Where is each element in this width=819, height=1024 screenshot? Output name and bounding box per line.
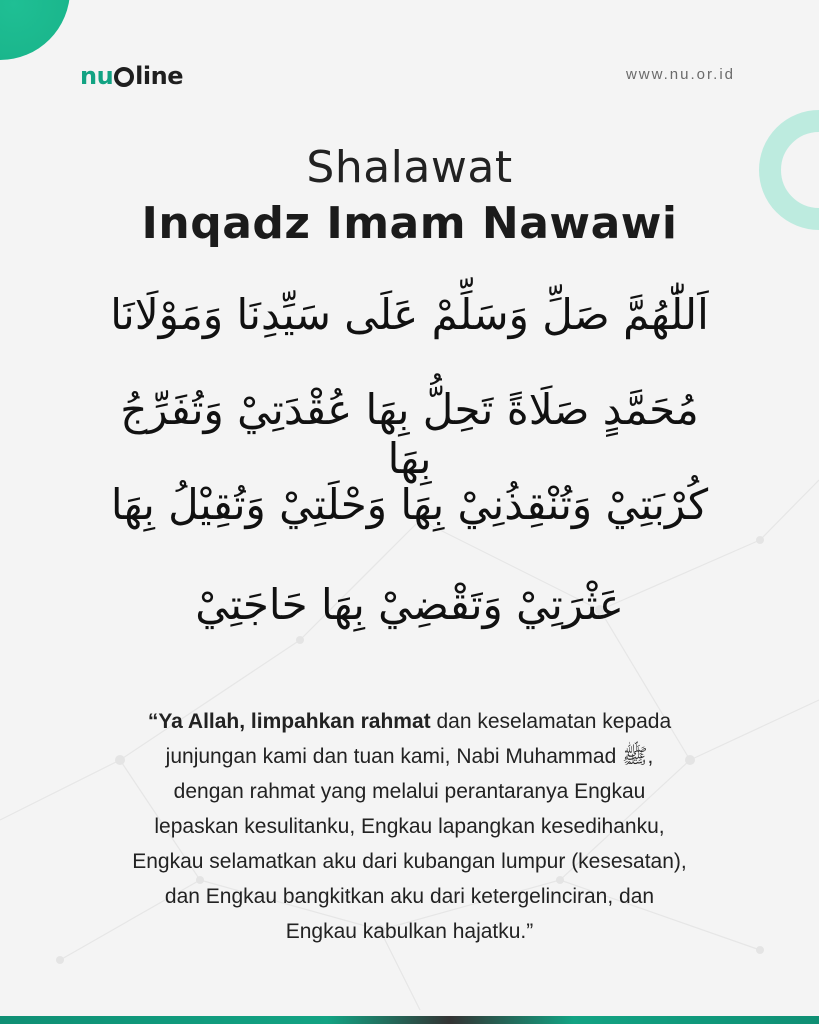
translation-line-4: lepaskan kesulitanku, Engkau lapangkan kesedihanku, <box>154 815 665 838</box>
translation-line-7: Engkau kabulkan hajatku.” <box>285 920 534 943</box>
translation-text <box>90 704 729 949</box>
arabic-line-4: عَثْرَتِيْ وَتَقْضِيْ بِهَا حَاجَتِيْ <box>195 580 624 629</box>
logo-text-online: line <box>135 62 183 90</box>
logo-text-nu: nu <box>80 62 114 90</box>
translation-line-1 <box>90 704 729 739</box>
arabic-line-2: مُحَمَّدٍ صَلَاةً تَحِلُّ بِهَا عُقْدَتِيْ وَتُفَرِّجُ بِهَا <box>120 385 699 483</box>
translation-bold-intro: “Ya Allah, limpahkan rahmat <box>147 710 431 733</box>
title-line-1: Shalawat <box>306 142 513 193</box>
translation-line-5: Engkau selamatkan aku dari kubangan lumpur (kesesatan), <box>132 850 687 873</box>
arabic-line-1: اَللّٰهُمَّ صَلِّ وَسَلِّمْ عَلَى سَيِّدِنَا وَمَوْلَانَا <box>110 290 709 339</box>
translation-line-2: junjungan kami dan tuan kami, Nabi Muhammad ﷺ, <box>165 745 654 768</box>
translation-line-3: dengan rahmat yang melalui perantaranya Engkau <box>173 780 646 803</box>
footer-color-bar <box>0 1016 819 1024</box>
translation-line-6: dan Engkau bangkitkan aku dari ketergelinciran, dan <box>164 885 655 908</box>
nu-online-logo[interactable] <box>80 62 183 90</box>
logo-o-icon <box>114 67 134 87</box>
title-line-2: Inqadz Imam Nawawi <box>141 198 678 249</box>
arabic-line-3: كُرْبَتِيْ وَتُنْقِذُنِيْ بِهَا وَحْلَتِيْ وَتُقِيْلُ بِهَا <box>110 480 709 529</box>
website-url: www.nu.or.id <box>625 66 735 83</box>
translation-line-1-rest: dan keselamatan kepada <box>430 710 672 733</box>
